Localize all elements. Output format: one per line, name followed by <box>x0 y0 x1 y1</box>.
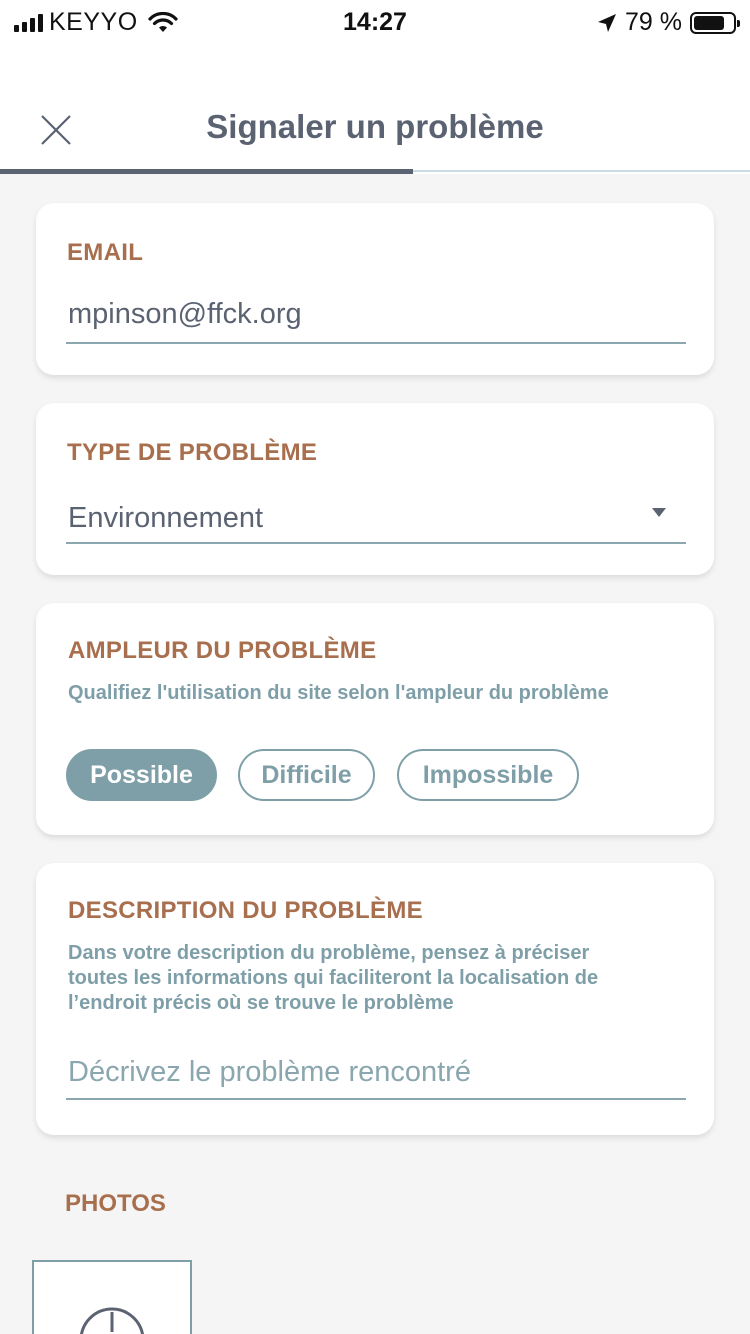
photos-label: PHOTOS <box>65 1190 166 1217</box>
location-arrow-icon <box>597 13 617 33</box>
page-header <box>0 42 750 174</box>
description-helper <box>68 941 688 1016</box>
progress-fill <box>0 169 413 174</box>
ampleur-helper: Qualifiez l'utilisation du site selon l'ampleur du problème <box>68 682 609 704</box>
status-right <box>597 8 736 37</box>
email-card <box>36 203 714 375</box>
description-helper-line: toutes les informations qui faciliteront la localisation de <box>68 967 599 989</box>
email-underline <box>66 342 686 344</box>
battery-icon <box>690 12 736 34</box>
battery-fill <box>694 16 724 30</box>
email-field[interactable]: mpinson@ffck.org <box>68 298 302 330</box>
email-label: EMAIL <box>67 239 144 266</box>
ampleur-card <box>36 603 714 835</box>
page-title: Signaler un problème <box>206 108 544 145</box>
chevron-down-icon[interactable] <box>652 508 666 517</box>
chip-possible[interactable]: Possible <box>66 749 217 801</box>
description-underline <box>66 1098 686 1100</box>
type-underline <box>66 542 686 544</box>
battery-percent: 79 % <box>625 8 682 36</box>
description-card <box>36 863 714 1135</box>
status-time: 14:27 <box>343 8 407 36</box>
description-helper-line: l’endroit précis où se trouve le problème <box>68 992 454 1014</box>
description-input[interactable]: Décrivez le problème rencontré <box>68 1056 471 1088</box>
add-photo-button[interactable] <box>32 1260 192 1334</box>
chip-difficile[interactable]: Difficile <box>238 749 375 801</box>
ampleur-label: AMPLEUR DU PROBLÈME <box>68 637 377 664</box>
status-bar <box>0 0 750 42</box>
chip-impossible[interactable]: Impossible <box>397 749 579 801</box>
carrier-name: KEYYO <box>49 8 138 36</box>
camera-icon <box>34 1262 194 1334</box>
description-label: DESCRIPTION DU PROBLÈME <box>68 897 423 924</box>
type-card <box>36 403 714 575</box>
description-helper-line: Dans votre description du problème, pensez à préciser <box>68 942 590 964</box>
type-label: TYPE DE PROBLÈME <box>67 439 318 466</box>
type-select[interactable]: Environnement <box>68 502 264 534</box>
